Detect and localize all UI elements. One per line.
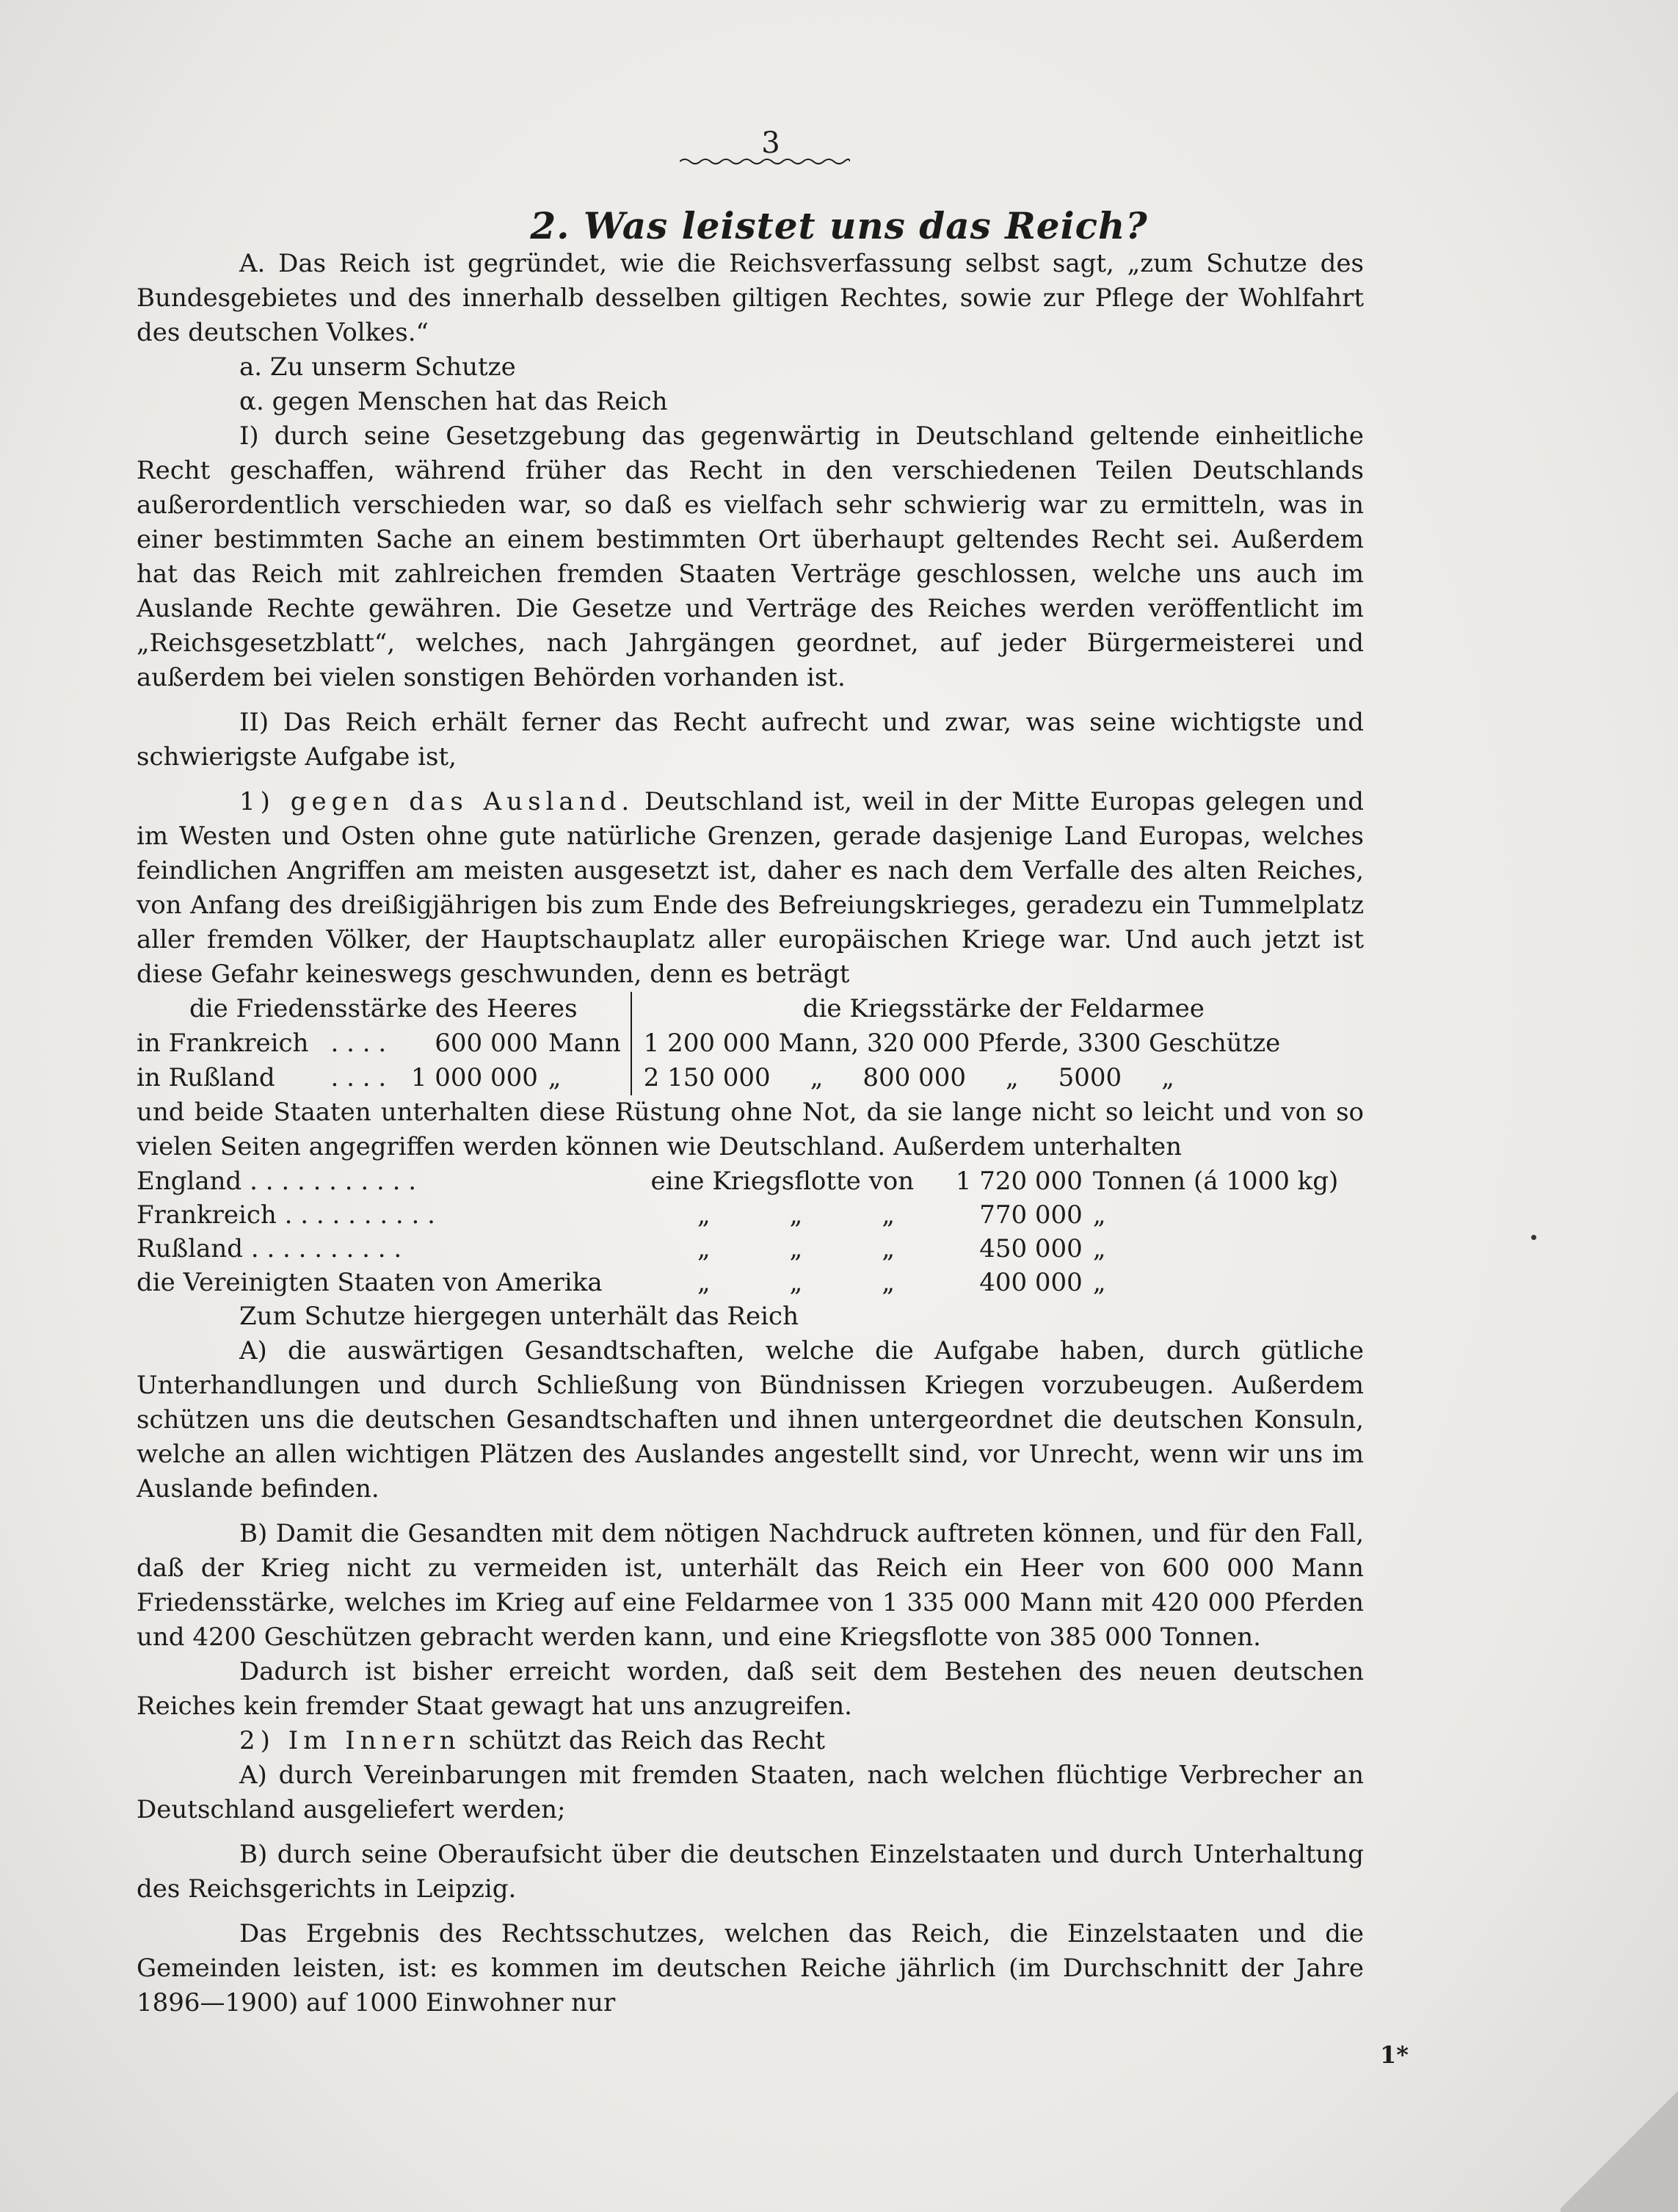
sheet-signature-mark: 1* — [1380, 2041, 1409, 2069]
paragraph-A: A) die auswärtigen Gesandtschaften, welche die Aufgabe haben, durch gütliche Unterhandlungen und durch Schließung von Bündnissen Kriegen vorzubeugen. Außerdem schützen uns die deutschen Gesandtschaften und ihnen untergeordnet die deutschen Konsuln, welche an allen wichtigen Plätzen des Auslandes angestellt sind, vor Unrecht, wenn wir uns im Auslande befinden. — [137, 1336, 1364, 1504]
intro-paragraph: A. Das Reich ist gegründet, wie die Reichsverfassung selbst sagt, „zum Schutze des Bundesgebietes und des innerhalb desselben giltigen Rechtes, sowie zur Pflege der Wohlfahrt des deutschen Volkes.“ — [137, 249, 1364, 347]
fleet-table — [137, 1164, 1364, 1299]
page-heading: 2. Was leistet uns das Reich? — [530, 204, 1148, 247]
fleet-dots: . . . . . . . . . . . — [250, 1167, 417, 1196]
fleet-country — [137, 1164, 651, 1198]
header-war-strength: die Kriegsstärke der Feldarmee — [631, 992, 1364, 1026]
table-header-row — [137, 992, 1364, 1026]
fleet-unit: „ — [1092, 1268, 1106, 1297]
paragraph-result: Das Ergebnis des Rechtsschutzes, welchen das Reich, die Einzelstaaten und die Gemeinden leisten, ist: es kommen im deutschen Reiche jährlich (im Durchschnitt der Jahre 1896—1900) auf 1000 Einwohner nur — [137, 1919, 1364, 2017]
protect-intro: Zum Schutze hiergegen unterhält das Reich — [239, 1302, 799, 1331]
table-row — [137, 1232, 1364, 1266]
row-war-value: 1 200 000 Mann, 320 000 Pferde, 3300 Geschütze — [631, 1026, 1364, 1061]
row-peace-value: 1 000 000 — [410, 1063, 538, 1092]
paragraph-1 — [137, 785, 1364, 992]
fleet-value: 1 720 000 — [955, 1167, 1083, 1196]
paragraph-I: I) durch seine Gesetzgebung das gegenwärtig in Deutschland geltende einheitliche Recht geschaffen, während früher das Recht in den verschiedenen Teilen Deutschlands außerordentlich verschieden war, so daß es vielfach sehr schwierig war zu ermitteln, was in einer bestimmten Sache an einem bestimmten Ort überhaupt geltendes Recht sei. Außerdem hat das Reich mit zahlreichen fremden Staaten Verträge geschlossen, welche uns auch im Auslande Rechte gewähren. Die Gesetze und Verträge des Reiches werden veröffentlicht im „Reichsgesetzblatt“, welches, nach Jahrgängen geordnet, auf jeder Bürgermeisterei und außerdem bei vielen sonstigen Behörden vorhanden ist. — [137, 421, 1364, 692]
row-country: in Frankreich — [137, 1029, 309, 1058]
fleet-value: 400 000 — [979, 1268, 1083, 1297]
fleet-label: eine Kriegsflotte von — [650, 1167, 915, 1196]
header-peace-strength: die Friedensstärke des Heeres — [189, 994, 578, 1023]
fleet-label: „ „ „ — [697, 1200, 895, 1230]
fleet-country-name: Rußland — [137, 1234, 244, 1263]
fleet-label: „ „ „ — [697, 1268, 895, 1297]
row-peace-value: 600 000 — [435, 1029, 538, 1058]
subheading-a: a. Zu unserm Schutze — [239, 352, 516, 382]
fleet-unit: Tonnen (á 1000 kg) — [1092, 1167, 1339, 1196]
fleet-country — [137, 1198, 651, 1232]
table-row — [137, 1164, 1364, 1198]
fleet-dots: . . . . . . . . . . — [284, 1200, 435, 1230]
paragraph-2B: B) durch seine Oberaufsicht über die deutschen Einzelstaaten und durch Unterhaltung des Reichsgerichts in Leipzig. — [137, 1840, 1364, 1904]
fleet-country — [137, 1266, 651, 1299]
fleet-country-name: die Vereinigten Staaten von Amerika — [137, 1268, 603, 1297]
fleet-country-name: Frankreich — [137, 1200, 277, 1230]
paragraph-2-label: 2) Im Innern — [239, 1726, 461, 1755]
fleet-country-name: England — [137, 1167, 242, 1196]
table-row — [137, 1266, 1364, 1299]
fleet-country — [137, 1232, 651, 1266]
paragraph-II: II) Das Reich erhält ferner das Recht aufrecht und zwar, was seine wichtigste und schwierigste Aufgabe ist, — [137, 708, 1364, 772]
army-strength-table — [137, 992, 1364, 1095]
ink-speck — [1531, 1235, 1536, 1240]
table-row — [137, 1061, 1364, 1095]
page-corner-fold — [1561, 2087, 1678, 2212]
paragraph-2 — [137, 1724, 1364, 1758]
paragraph-2-text: schützt das Reich das Recht — [468, 1726, 826, 1755]
row-unit: „ — [548, 1063, 562, 1092]
row-unit: Mann — [548, 1029, 621, 1058]
page-number: 3 — [761, 126, 780, 160]
fleet-unit: „ — [1092, 1234, 1106, 1263]
table-row — [137, 1026, 1364, 1061]
paragraph-after-table: und beide Staaten unterhalten diese Rüstung ohne Not, da sie lange nicht so leicht und von so vielen Seiten angegriffen werden können wie Deutschland. Außerdem unterhalten — [137, 1098, 1364, 1161]
paragraph-2A: A) durch Vereinbarungen mit fremden Staaten, nach welchen flüchtige Verbrecher an Deutschland ausgeliefert werden; — [137, 1760, 1364, 1824]
fleet-dots: . . . . . . . . . . — [250, 1234, 402, 1263]
fleet-value: 450 000 — [979, 1234, 1083, 1263]
paragraph-dadurch: Dadurch ist bisher erreicht worden, daß seit dem Bestehen des neuen deutschen Reiches kein fremder Staat gewagt hat uns anzugreifen. — [137, 1657, 1364, 1721]
paragraph-B: B) Damit die Gesandten mit dem nötigen Nachdruck auftreten können, und für den Fall, daß der Krieg nicht zu vermeiden ist, unterhält das Reich ein Heer von 600 000 Mann Friedensstärke, welches im Krieg auf eine Feldarmee von 1 335 000 Mann mit 420 000 Pferden und 4200 Geschützen gebracht werden kann, und eine Kriegsflotte von 385 000 Tonnen. — [137, 1519, 1364, 1652]
row-war-value: 2 150 000 „ 800 000 „ 5000 „ — [631, 1061, 1364, 1095]
paragraph-1-label: 1) gegen das Ausland. — [239, 787, 635, 816]
row-country: in Rußland — [137, 1063, 275, 1092]
row-dots: . . . . — [330, 1029, 387, 1058]
fleet-value: 770 000 — [979, 1200, 1083, 1230]
subheading-alpha: α. gegen Menschen hat das Reich — [239, 387, 668, 416]
wavy-ornament — [680, 157, 850, 166]
paragraph-1-text: Deutschland ist, weil in der Mitte Europas gelegen und im Westen und Osten ohne gute natürliche Grenzen, gerade dasjenige Land Europas, welches feindlichen Angriffen am meisten ausgesetzt ist, daher es nach dem Verfalle des alten Reiches, von Anfang des dreißigjährigen bis zum Ende des Befreiungskrieges, geradezu ein Tummelplatz aller fremden Völker, der Hauptschauplatz aller europäischen Kriege war. Und auch jetzt ist diese Gefahr keineswegs geschwunden, denn es beträgt — [137, 787, 1365, 989]
body-text — [137, 247, 1364, 2020]
table-row — [137, 1198, 1364, 1232]
fleet-label: „ „ „ — [697, 1234, 895, 1263]
fleet-unit: „ — [1092, 1200, 1106, 1230]
row-dots: . . . . — [330, 1063, 387, 1092]
